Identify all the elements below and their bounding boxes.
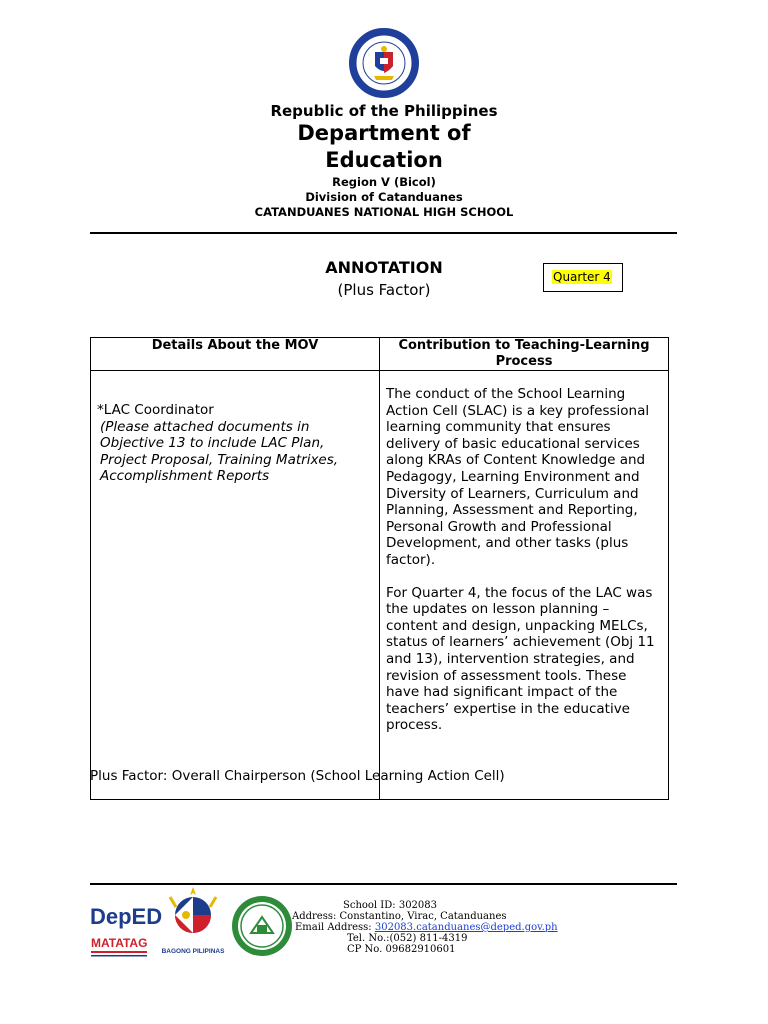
mov-note: (Please attached documents in Objective 13 to include LAC Plan, Project Proposal, Training Matrixes, Accomplishment Reports [100, 418, 339, 485]
school-id: School ID: 302083 [343, 900, 437, 911]
table-row [91, 371, 669, 800]
quarter-label: Quarter 4 [553, 270, 611, 284]
department-heading: Department of Education [297, 121, 471, 172]
deped-seal-logo [349, 28, 419, 98]
deped-matatag-logo [90, 890, 163, 960]
quarter-box [543, 263, 623, 292]
contribution-paragraph-2: For Quarter 4, the focus of the LAC was the updates on lesson planning – content and design, unpacking MELCs, status of learners’ achievement (Obj 11 and 13), intervention strategies, and revision of assessment tools. These have had significant impact of the teachers’ expertise in the educative process. [386, 584, 655, 734]
email-label: Email Address: [295, 922, 375, 933]
cnhs-seal-logo [231, 895, 293, 957]
region-line: Region V (Bicol) [332, 175, 436, 189]
table-header-row [91, 338, 669, 371]
division-line: Division of Catanduanes [305, 190, 463, 204]
bagong-pilipinas-text: BAGONG PILIPINAS [161, 948, 225, 955]
deped-logo-text: DepED [90, 904, 163, 929]
header-contribution: Contribution to Teaching-Learning Process [380, 338, 669, 371]
mov-table [90, 337, 669, 800]
mov-role: *LAC Coordinator [97, 402, 214, 418]
contribution-paragraph-1: The conduct of the School Learning Action Cell (SLAC) is a key professional learning community that ensures delivery of basic educational services along KRAs of Content Knowledge and Pedagogy, Learning Environment and Diversity of Learners, Curriculum and Planning, Assessment and Reporting, Personal Growth and Professional Development, and other tasks (plus factor). [386, 386, 650, 568]
plus-factor-note: Plus Factor: Overall Chairperson (School Learning Action Cell) [90, 768, 505, 784]
header-details-mov: Details About the MOV [91, 338, 380, 371]
header-divider [90, 232, 677, 234]
telephone-number: Tel. No.:(052) 811-4319 [347, 933, 468, 944]
annotation-subtitle: (Plus Factor) [337, 281, 431, 299]
email-line [295, 922, 558, 933]
cellphone-number: CP No. 09682910601 [347, 944, 456, 955]
republic-heading: Republic of the Philippines [270, 102, 498, 120]
annotation-title: ANNOTATION [325, 258, 443, 277]
email-link[interactable]: 302083.catanduanes@deped.gov.ph [374, 922, 558, 933]
school-address: Address: Constantino, Virac, Catanduanes [292, 911, 507, 922]
matatag-logo-text: MATATAG [91, 936, 148, 950]
contribution-cell [380, 371, 669, 800]
mov-details-cell [91, 371, 380, 800]
bagong-pilipinas-logo [162, 885, 224, 957]
school-name: CATANDUANES NATIONAL HIGH SCHOOL [254, 205, 514, 219]
